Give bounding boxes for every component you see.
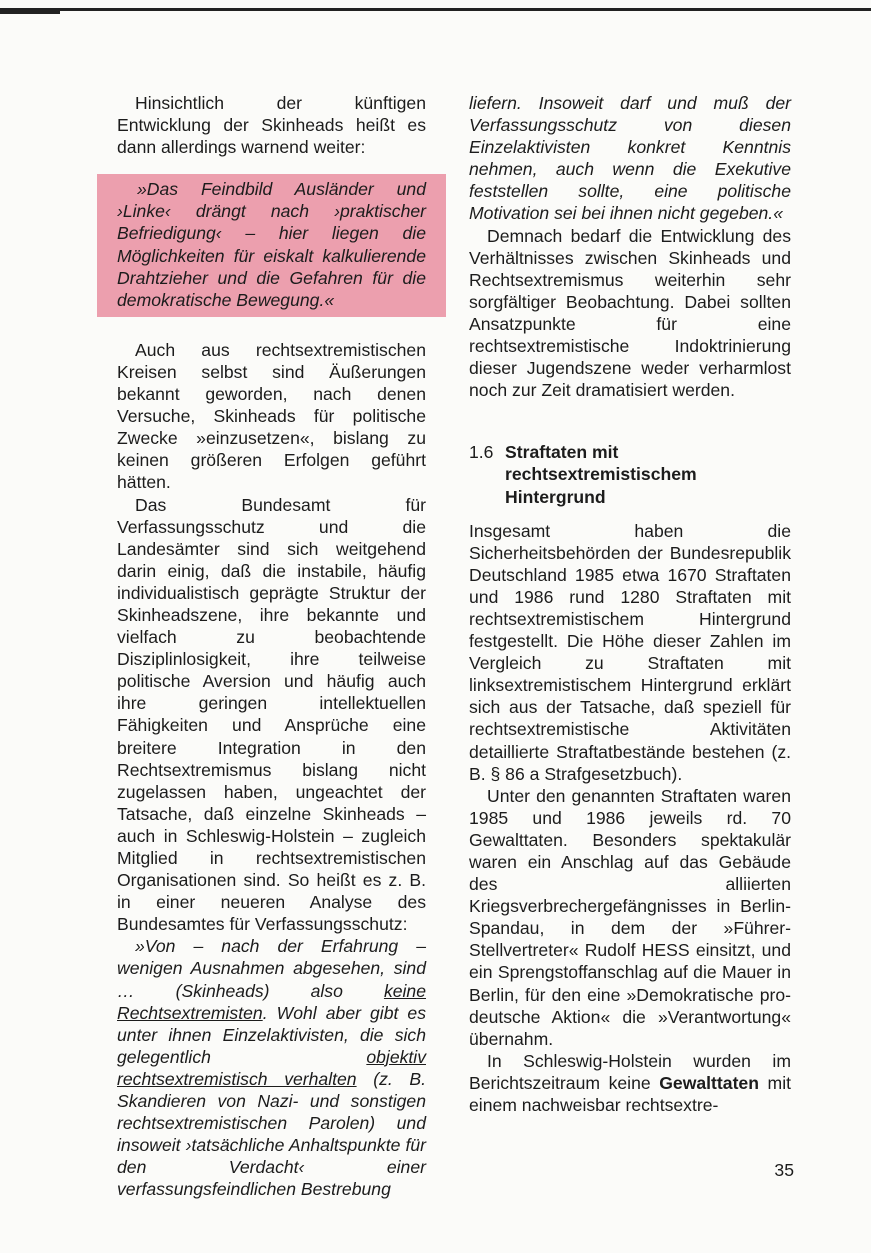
paragraph-bundesamt: Das Bundesamt für Verfassungsschutz und die Landesämter sind sich weitgehend darin einig, daß die instabile, häufig individualistisch geprägte Struktur der Skinheadszene, ihre bekannte und vielfach zu beobachtende Disziplinlosigkeit, ihre teilweise politische Aversion und häufig auch ihre geringen intellektuellen Fähigkeiten und Ansprüche eine breitere Integration in den Rechtsextremismus bislang nicht zugelassen haben, ungeachtet der Tatsache, daß einzelne Skinheads – auch in Schleswig-Holstein – zugleich Mitglied in rechtsextremistischen Organisationen sind. So heißt es z. B. in einer neueren Analyse des Bundesamtes für Verfassungsschutz: [117,494,426,935]
paragraph-schleswig-holstein [469,1050,791,1116]
section-title: Straftaten mit rechtsextremistischem Hintergrund [505,442,697,507]
highlighted-quote-text: »Das Feindbild Ausländer und ›Linke‹ drängt nach ›praktischer Befriedigung‹ – hier liegen die Möglichkeiten für eiskalt kalkulierende Drahtzieher und die Gefahren für die demokratische Bewegung.« [117,179,426,310]
quote-analysis-underline1: keine Rechtsextremisten [117,980,426,1023]
top-rule [0,8,871,11]
intro-paragraph: Hinsichtlich der künftigen Entwicklung der Skinheads heißt es dann allerdings warnend weiter: [117,93,426,158]
paragraph-observation: Demnach bedarf die Entwicklung des Verhältnisses zwischen Skinheads und Rechtsextremismus weiterhin sehr sorgfältiger Beobachtung. Dabei sollten Ansatzpunkte für eine rechtsextremistische Indoktrinierung dieser Jugendszene weder verharmlost noch zur Zeit dramatisiert werden. [469,225,791,401]
right-column [469,92,791,1116]
quote-analysis-underline2: objektiv rechtsextremistisch verhalten [117,1046,426,1089]
para4-start: In Schleswig-Holstein wurden im Berichtszeitraum keine [469,1050,791,1093]
left-column [117,92,426,1201]
quote-analysis-part2: . Wohl aber gibt es unter ihnen Einzelaktivisten, die sich gelegentlich [117,1002,426,1067]
quote-continuation: liefern. Insoweit darf und muß der Verfassungsschutz von diesen Einzelaktivisten konkret Kenntnis nehmen, auch wenn die Exekutive feststellen sollte, eine politische Motivation sei bei ihnen nicht gegeben.« [469,93,791,224]
paragraph-right-wing-circles: Auch aus rechtsextremistischen Kreisen selbst sind Äußerungen bekannt geworden, nach denen Versuche, Skinheads für politische Zwecke »einzusetzen«, bislang zu keinen größeren Erfolgen geführt hätten. [117,339,426,493]
quote-analysis-part1: »Von – nach der Erfahrung – wenigen Ausnahmen abgesehen, sind … (Skinheads) also [117,936,426,1001]
para4-bold: Gewalttaten [659,1072,759,1093]
paragraph-statistics: Insgesamt haben die Sicherheitsbehörden der Bundesrepublik Deutschland 1985 etwa 1670 Straftaten und 1986 rund 1280 Straftaten mit rechtsextremistischem Hintergrund festgestellt. Die Höhe dieser Zahlen im Vergleich zu Straftaten mit linksextremistischem Hintergrund erklärt sich aus der Tatsache, daß speziell für rechtsextremistische Aktivitäten detaillierte Straftatbestände bestehen (z. B. § 86 a Strafgesetzbuch). [469,520,791,784]
para4-end: mit einem nachweisbar rechtsextre- [469,1072,791,1116]
highlighted-quote [97,174,446,317]
quote-analysis [117,935,426,1200]
section-number: 1.6 [469,442,494,463]
quote-analysis-part3: (z. B. Skandieren von Nazi- und sonstigen rechtsextremistischen Parolen) und insoweit ›tatsächliche Anhaltspunkte für den Verdacht‹ einer verfassungsfeindlichen Bestrebung [117,1068,427,1200]
page-number: 35 [774,1160,794,1180]
section-heading [469,441,791,507]
paragraph-violent-crimes: Unter den genannten Straftaten waren 1985 und 1986 jeweils rd. 70 Gewalttaten. Besonders spektakulär waren ein Anschlag auf das Gebäude des alliierten Kriegsverbrechergefängnisses in Berlin-Spandau, in dem der »Führer-Stellvertreter« Rudolf HESS einsitzt, und ein Sprengstoffanschlag auf die Mauer in Berlin, für den eine »Demokratische pro-deutsche Aktion« die »Verantwortung« übernahm. [469,785,791,1049]
